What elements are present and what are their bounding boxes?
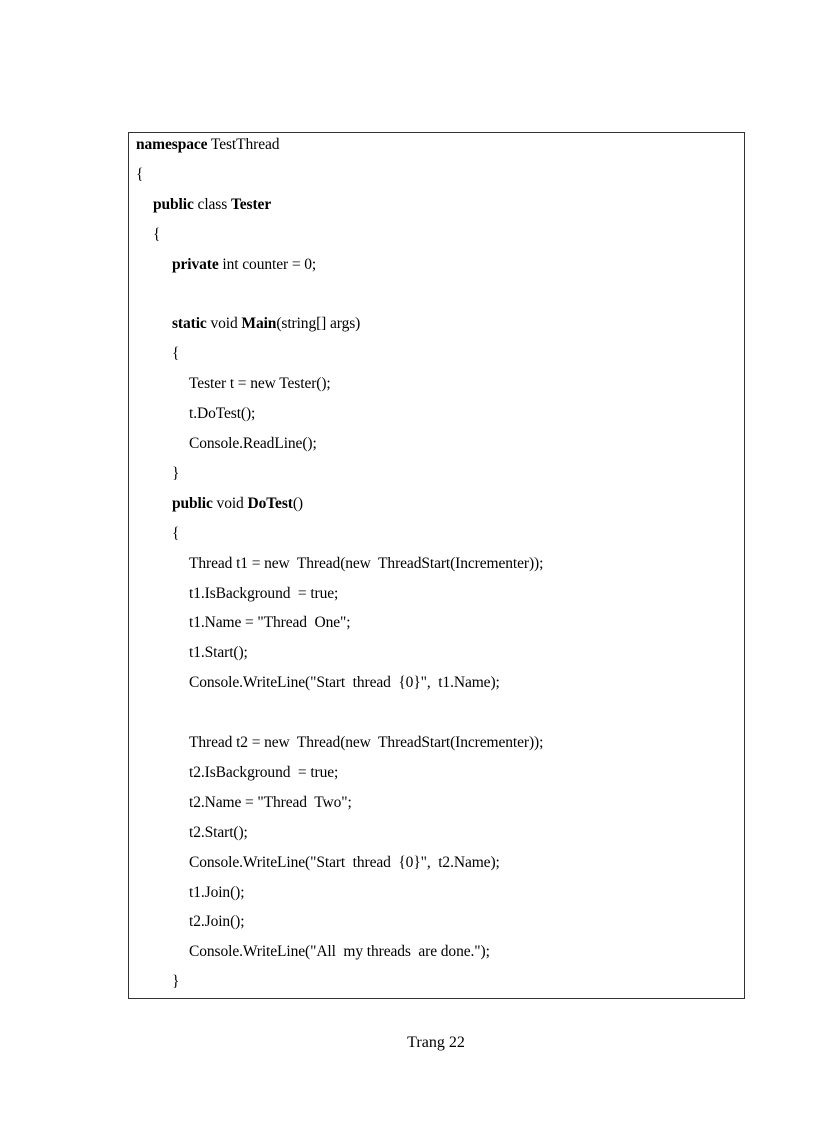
code-listing-box xyxy=(128,132,745,999)
code-text: t1.Join(); xyxy=(189,883,245,901)
code-line xyxy=(172,459,179,489)
code-text: } xyxy=(172,464,180,482)
code-text: Console.WriteLine("Start thread {0}", t2.Name); xyxy=(189,853,500,871)
code-line xyxy=(172,250,316,280)
code-line xyxy=(189,608,350,638)
code-line xyxy=(189,878,244,908)
code-line xyxy=(153,220,160,250)
code-text: t1.Name = "Thread One"; xyxy=(189,614,351,632)
code-keyword: public xyxy=(153,195,194,213)
code-line xyxy=(136,160,143,190)
code-line xyxy=(172,309,360,339)
page-number: Trang 22 xyxy=(407,1034,465,1051)
code-line xyxy=(189,579,338,609)
code-keyword: private xyxy=(172,255,219,273)
code-text: t1.IsBackground = true; xyxy=(189,584,339,602)
code-keyword: DoTest xyxy=(247,494,293,512)
code-keyword: namespace xyxy=(136,136,208,153)
code-text: t2.IsBackground = true; xyxy=(189,763,339,781)
code-text: t2.Name = "Thread Two"; xyxy=(189,793,352,811)
code-text: } xyxy=(172,973,180,991)
code-text: class xyxy=(193,195,231,213)
code-text: (string[] args) xyxy=(276,315,361,333)
code-text: void xyxy=(206,315,242,333)
code-keyword: Tester xyxy=(230,195,272,213)
code-text: TestThread xyxy=(207,136,280,153)
code-text: { xyxy=(136,165,144,183)
code-text: Tester t = new Tester(); xyxy=(189,375,331,393)
code-line xyxy=(172,967,179,997)
code-line xyxy=(172,489,303,519)
code-keyword: static xyxy=(172,315,207,333)
code-line xyxy=(189,668,500,698)
code-text: Console.WriteLine("Start thread {0}", t1.Name); xyxy=(189,674,500,692)
code-text: t.DoTest(); xyxy=(189,405,256,423)
code-line xyxy=(172,519,179,549)
code-text: Thread t1 = new Thread(new ThreadStart(Incrementer)); xyxy=(189,554,544,572)
code-text: t1.Start(); xyxy=(189,644,248,662)
code-line xyxy=(189,638,248,668)
code-line xyxy=(189,369,331,399)
code-line xyxy=(189,848,500,878)
code-line xyxy=(189,788,352,818)
code-line xyxy=(189,728,543,758)
code-line xyxy=(189,399,255,429)
code-line xyxy=(136,130,279,160)
code-text: t2.Start(); xyxy=(189,823,248,841)
code-text: Thread t2 = new Thread(new ThreadStart(Incrementer)); xyxy=(189,734,544,751)
code-line xyxy=(189,937,490,967)
code-text: { xyxy=(172,524,180,542)
code-text: Console.ReadLine(); xyxy=(189,435,317,452)
code-line xyxy=(189,907,244,937)
code-text: int counter = 0; xyxy=(218,255,317,273)
code-text: { xyxy=(153,225,161,243)
code-text: t2.Join(); xyxy=(189,913,245,931)
code-line xyxy=(189,758,338,788)
code-line xyxy=(153,190,271,220)
code-keyword: Main xyxy=(241,315,277,333)
code-line xyxy=(189,429,317,459)
code-text: Console.WriteLine("All my threads are done."); xyxy=(189,943,490,961)
code-keyword: public xyxy=(172,494,213,512)
code-text: () xyxy=(292,494,303,512)
code-text: void xyxy=(212,494,248,512)
code-text: { xyxy=(172,345,180,363)
code-line xyxy=(189,818,248,848)
code-line xyxy=(189,549,543,579)
code-line xyxy=(172,339,179,369)
